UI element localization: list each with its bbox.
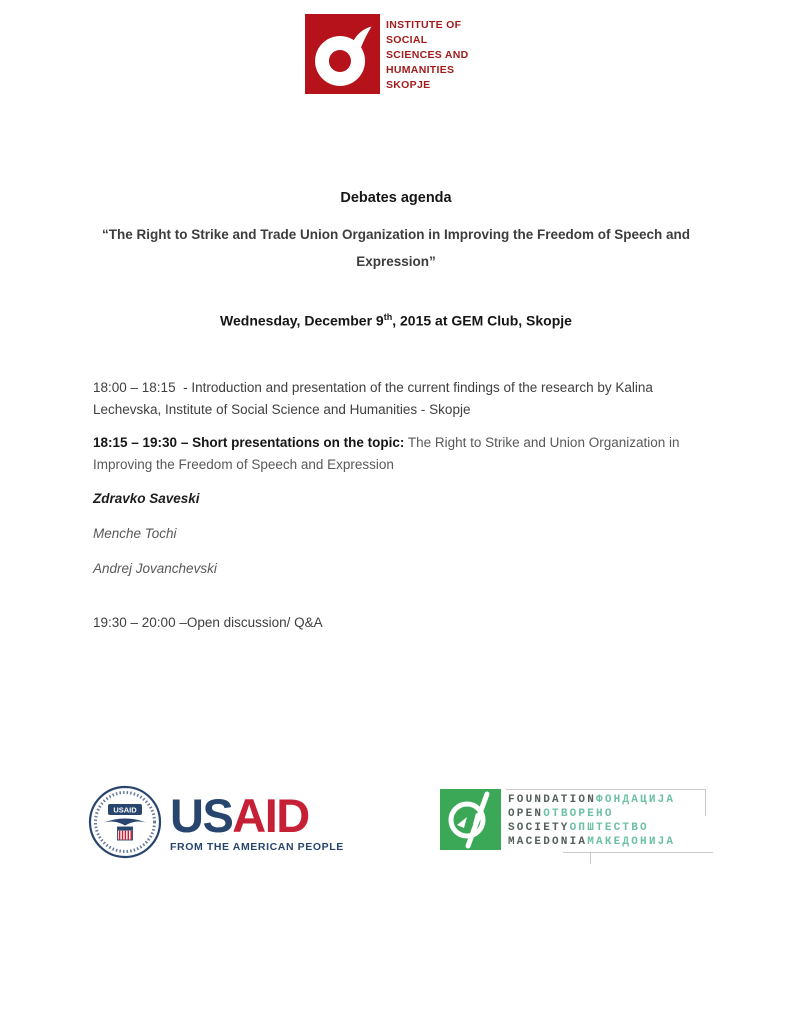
fosm-row <box>508 793 675 807</box>
isshs-logo-text <box>386 14 469 94</box>
isshs-line: SOCIAL <box>386 34 428 46</box>
fosm-word-en: SOCIETY <box>508 822 570 834</box>
speaker-name: Andrej Jovanchevski <box>93 560 217 576</box>
page-title: Debates agenda <box>340 190 452 206</box>
schedule-item-topic-text: The Right to Strike and Union Organization in Improving the Freedom of Speech and Expression <box>93 434 684 472</box>
date-ordinal: th <box>383 312 393 322</box>
fosm-logo-text <box>508 789 675 850</box>
usaid-seal-icon <box>88 785 162 859</box>
event-title-line2: Expression” <box>356 254 436 269</box>
fosm-hairline <box>705 789 706 816</box>
fosm-word-en: OPEN <box>508 808 544 820</box>
date-location: , 2015 at GEM Club, Skopje <box>392 312 572 329</box>
schedule-item-time-topic: 18:15 – 19:30 – Short presentations on the topic: <box>93 434 405 450</box>
schedule-item-presentations <box>93 432 699 476</box>
usaid-wordmark <box>170 788 344 853</box>
fosm-row <box>508 835 675 849</box>
schedule-item-intro: 18:00 – 18:15 - Introduction and presentation of the current findings of the research by Kalina Lechevska, Institute of Social Science and Humanities - Skopje <box>93 379 657 417</box>
event-title-line1: “The Right to Strike and Trade Union Organization in Improving the Freedom of Speech and <box>101 227 691 242</box>
isshs-line: SCIENCES AND <box>386 49 469 61</box>
event-datetime <box>93 312 699 329</box>
isshs-logo <box>305 14 469 94</box>
fosm-hairline <box>590 852 591 864</box>
fosm-word-mk: ФОНДАЦИЈА <box>596 794 676 806</box>
isshs-line: INSTITUTE OF <box>386 19 462 31</box>
date-text: Wednesday, December 9 <box>220 312 384 329</box>
speaker-name: Zdravko Saveski <box>93 490 200 506</box>
fosm-word-mk: МАКЕДОНИЈА <box>587 836 676 848</box>
usaid-seal-label: USAID <box>113 805 137 815</box>
fosm-logo <box>440 789 675 850</box>
agenda-body <box>93 190 699 634</box>
event-title <box>93 221 699 275</box>
swirl-logo-icon <box>305 14 380 94</box>
usaid-wordmark-aid: AID <box>232 788 309 842</box>
fosm-row <box>508 821 675 835</box>
isshs-line: SKOPJE <box>386 79 431 91</box>
fosm-word-mk: ОТВОРЕНО <box>543 808 614 820</box>
fosm-hairline <box>506 789 706 790</box>
fosm-word-en: FOUNDATION <box>508 794 597 806</box>
isshs-line: HUMANITIES <box>386 64 455 76</box>
fosm-hairline <box>563 852 713 853</box>
fosm-logo-icon <box>440 789 501 850</box>
schedule-item-discussion: 19:30 – 20:00 –Open discussion/ Q&A <box>93 614 323 630</box>
fosm-word-mk: ОПШТЕСТВО <box>569 822 649 834</box>
usaid-wordmark-us: US <box>170 788 233 842</box>
usaid-logo <box>88 785 344 859</box>
fosm-row <box>508 807 675 821</box>
speaker-name: Menche Tochi <box>93 525 177 541</box>
fosm-word-en: MACEDONIA <box>508 836 588 848</box>
usaid-tagline: FROM THE AMERICAN PEOPLE <box>170 840 344 853</box>
